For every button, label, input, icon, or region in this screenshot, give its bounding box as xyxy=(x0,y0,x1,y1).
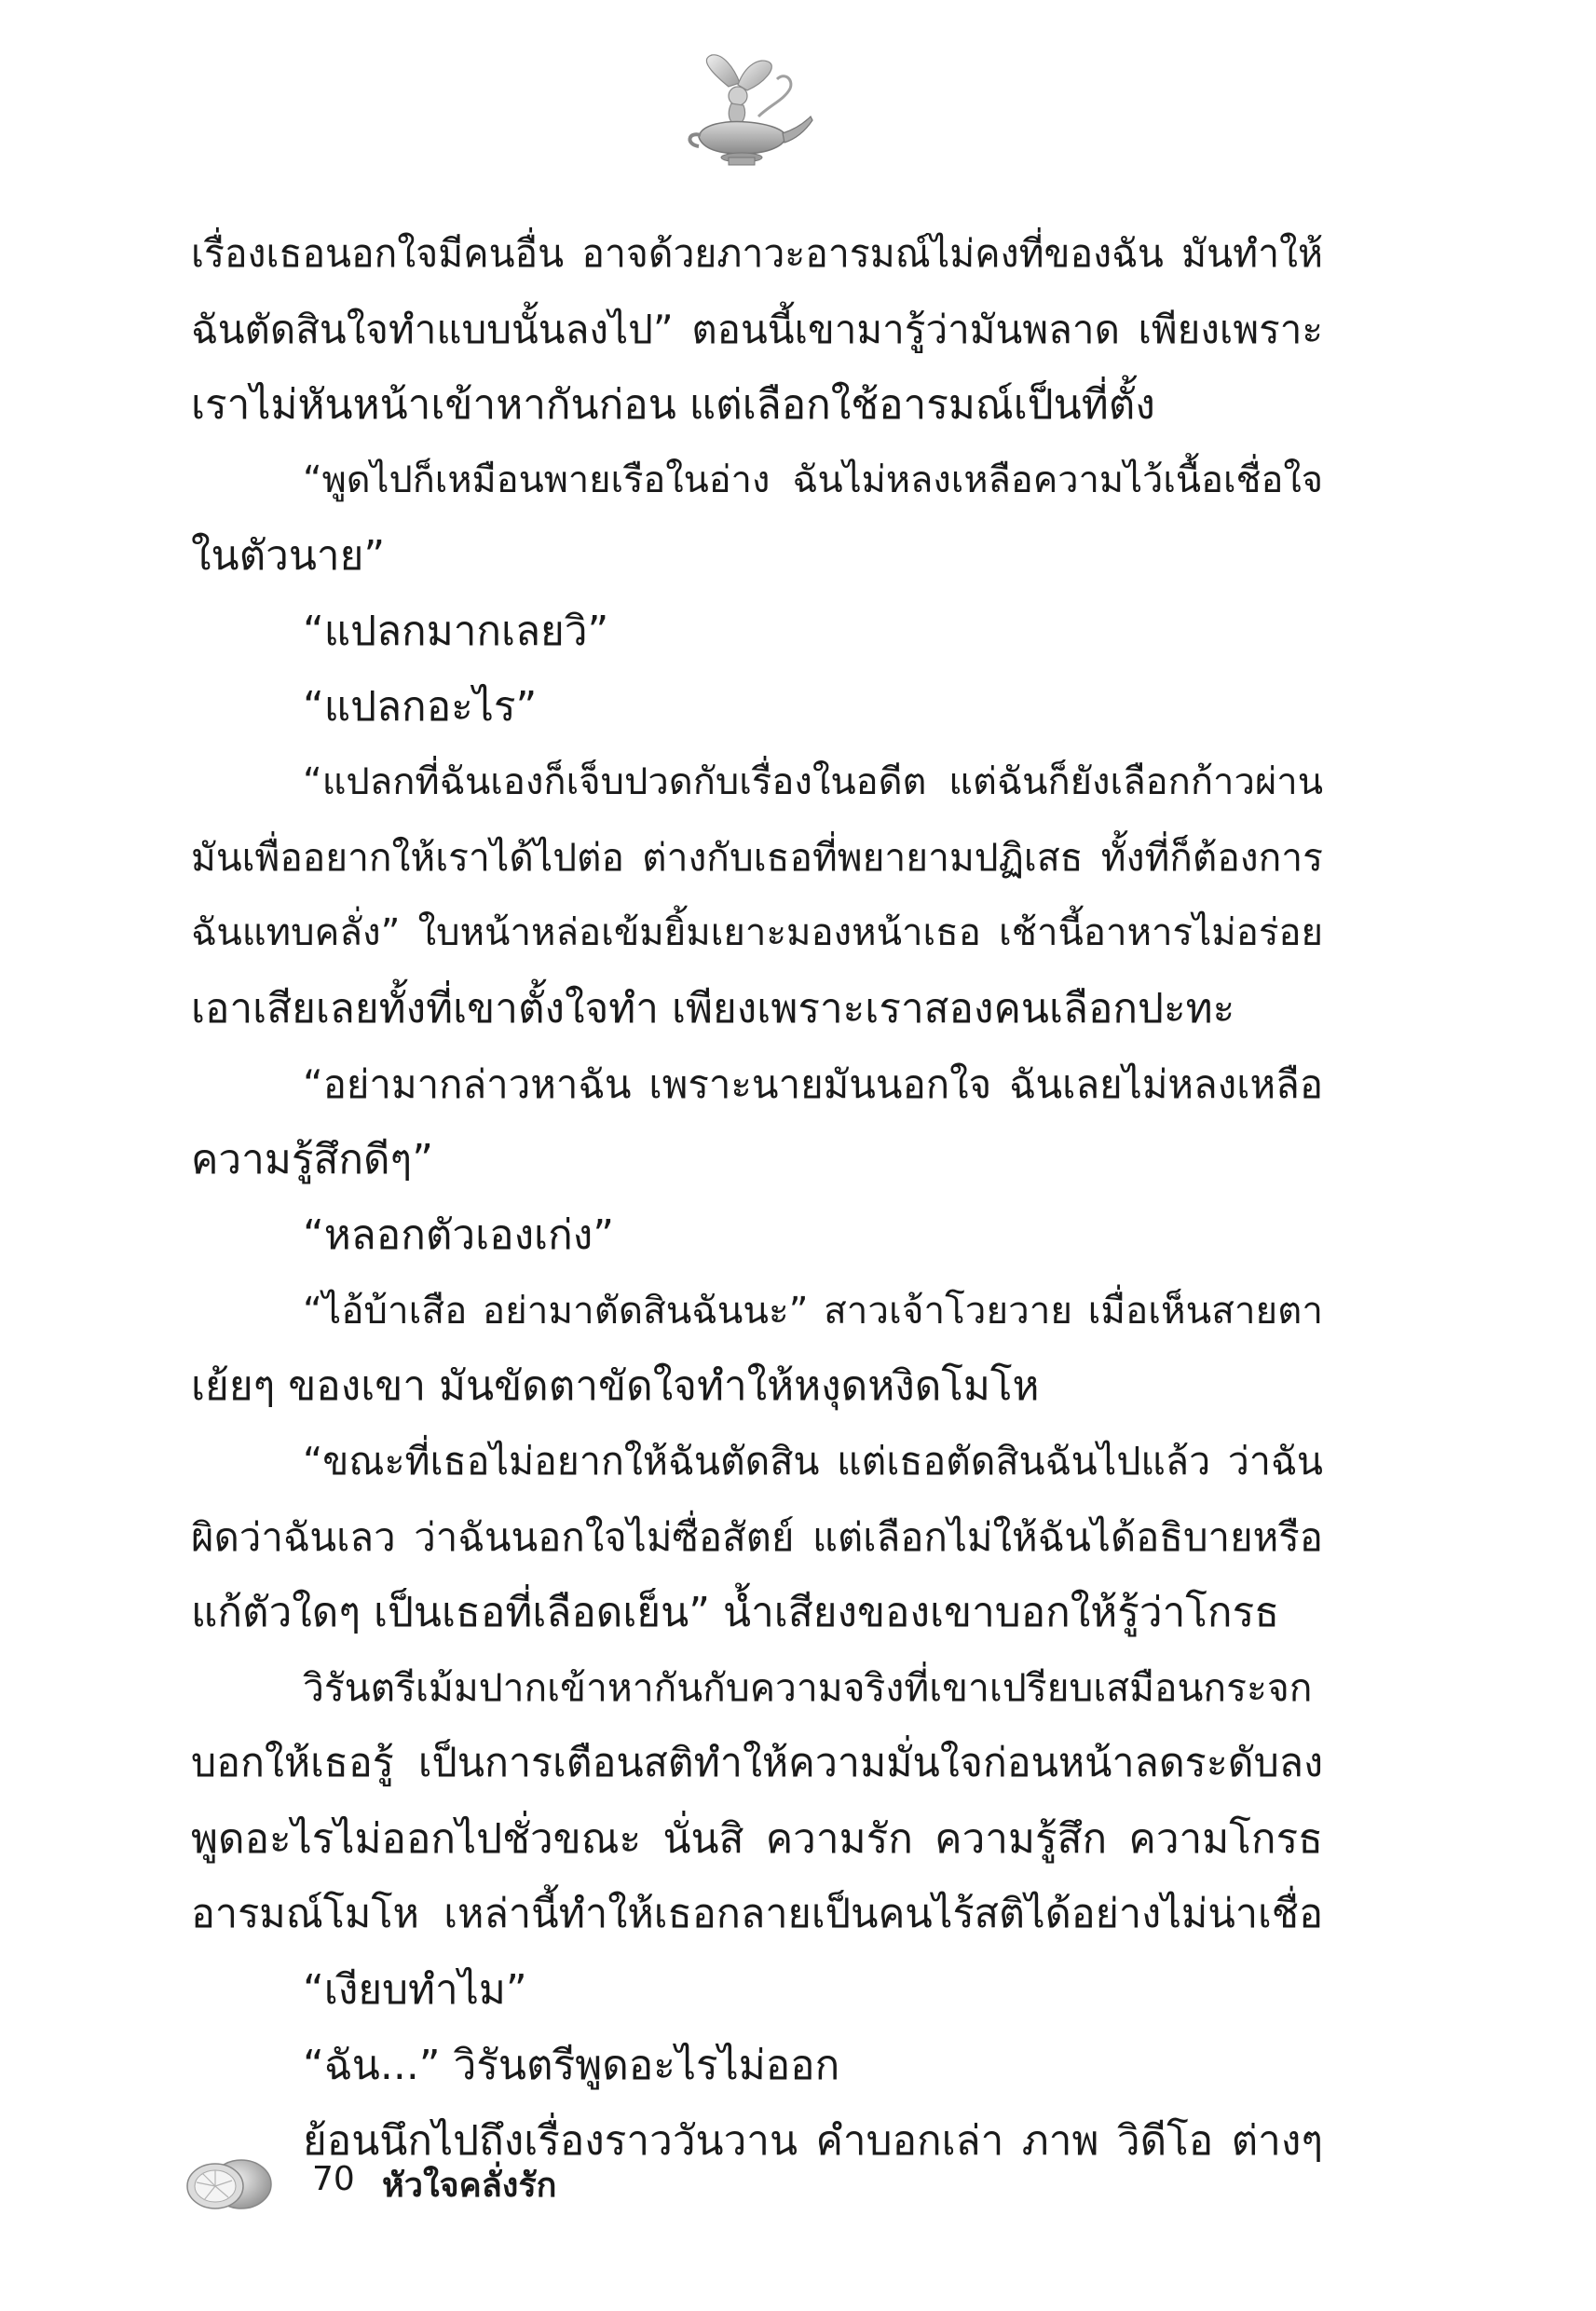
text-line: แก้ตัวใดๆ เป็นเธอที่เลือดเย็น” น้ำเสียงของเขาบอกให้รู้ว่าโกรธ xyxy=(191,1589,1280,1636)
text-line: เรื่องเธอนอกใจมีคนอื่น อาจด้วยภาวะอารมณ์ไม่คงที่ของฉัน มันทำให้ xyxy=(191,231,1323,276)
text-line: เย้ยๆ ของเขา มันขัดตาขัดใจทำให้หงุดหงิดโมโห xyxy=(191,1362,1040,1410)
body-text xyxy=(191,216,1323,2179)
text-line: “แปลกมากเลยวิ” xyxy=(303,608,609,655)
text-line: “พูดไปก็เหมือนพายเรือในอ่าง ฉันไม่หลงเหลือความไว้เนื้อเชื่อใจ xyxy=(303,458,1323,501)
text-line: เอาเสียเลยทั้งที่เขาตั้งใจทำ เพียงเพราะเราสองคนเลือกปะทะ xyxy=(191,985,1235,1032)
text-line: ผิดว่าฉันเลว ว่าฉันนอกใจไม่ซื่อสัตย์ แต่เลือกไม่ให้ฉันได้อธิบายหรือ xyxy=(191,1514,1323,1560)
text-line: อารมณ์โมโห เหล่านี้ทำให้เธอกลายเป็นคนไร้สติได้อย่างไม่น่าเชื่อ xyxy=(191,1891,1323,1937)
text-line: ฉันแทบคลั่ง” ใบหน้าหล่อเข้มยิ้มเยาะมองหน้าเธอ เช้านี้อาหารไม่อร่อย xyxy=(191,911,1323,954)
text-line: “หลอกตัวเองเก่ง” xyxy=(303,1211,615,1259)
book-title: หัวใจคลั่งรัก xyxy=(382,2167,557,2205)
text-line: พูดอะไรไม่ออกไปชั่วขณะ นั่นสิ ความรัก ความรู้สึก ความโกรธ xyxy=(191,1815,1323,1863)
text-line: บอกให้เธอรู้ เป็นการเตือนสติทำให้ความมั่นใจก่อนหน้าลดระดับลง xyxy=(191,1740,1323,1786)
text-line: ฉันตัดสินใจทำแบบนั้นลงไป” ตอนนี้เขามารู้ว่ามันพลาด เพียงเพราะ xyxy=(191,307,1323,352)
text-line: “แปลกอะไร” xyxy=(303,683,538,731)
page-number: 70 xyxy=(312,2160,355,2198)
orange-fruit-icon xyxy=(182,2151,280,2216)
text-line: ย้อนนึกไปถึงเรื่องราววันวาน คำบอกเล่า ภาพ วิดีโอ ต่างๆ xyxy=(303,2117,1323,2165)
text-line: “แปลกที่ฉันเองก็เจ็บปวดกับเรื่องในอดีต แต่ฉันก็ยังเลือกก้าวผ่าน xyxy=(303,760,1323,803)
page-footer xyxy=(182,2143,741,2227)
cupid-magic-lamp-icon xyxy=(680,51,820,177)
text-line: “ขณะที่เธอไม่อยากให้ฉันตัดสิน แต่เธอตัดสินฉันไปแล้ว ว่าฉัน xyxy=(303,1439,1323,1484)
text-line: เราไม่หันหน้าเข้าหากันก่อน แต่เลือกใช้อารมณ์เป็นที่ตั้ง xyxy=(191,381,1155,429)
text-line: มันเพื่ออยากให้เราได้ไปต่อ ต่างกับเธอที่พยายามปฏิเสธ ทั้งที่ก็ต้องการ xyxy=(191,835,1323,880)
text-line: “ฉัน...” วิรันตรีพูดอะไรไม่ออก xyxy=(303,2042,840,2089)
text-line: วิรันตรีเม้มปากเข้าหากันกับความจริงที่เขาเปรียบเสมือนกระจก xyxy=(303,1665,1313,1710)
text-line: “อย่ามากล่าวหาฉัน เพราะนายมันนอกใจ ฉันเลยไม่หลงเหลือ xyxy=(303,1061,1323,1107)
text-line: ความรู้สึกดีๆ” xyxy=(191,1136,433,1183)
text-line: ในตัวนาย” xyxy=(191,532,386,580)
text-line: “เงียบทำไม” xyxy=(303,1966,527,2014)
text-line: “ไอ้บ้าเสือ อย่ามาตัดสินฉันนะ” สาวเจ้าโวยวาย เมื่อเห็นสายตา xyxy=(303,1289,1323,1333)
